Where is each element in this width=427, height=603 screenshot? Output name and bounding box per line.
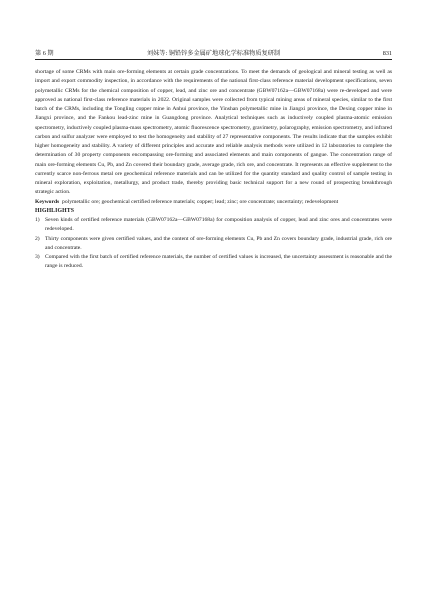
highlight-text: Compared with the first batch of certified reference materials, the number of certified values is increased, the uncertainty assessment is reasonable and the range is reduced. [45, 254, 392, 270]
highlight-item [35, 253, 392, 272]
highlight-text: Seven kinds of certified reference materials (GBW07162a—GBW07168a) for composition analysis of copper, lead and zinc ores and concentrates were redeveloped. [45, 217, 392, 233]
keywords-text: polymetallic ore; geochemical certified reference materials; copper; lead; zinc; ore concentrate; uncertainty; redevelopment [62, 198, 339, 205]
running-head [35, 48, 392, 60]
keywords-line [35, 198, 392, 207]
highlights-title: HIGHLIGHTS [35, 207, 75, 214]
abstract-paragraph: shortage of some CRMs with main ore-forming elements at certain grade concentrations. To meet the demands of geological and mineral testing as well as import and export commodity inspection, in accordance with the requirements of the national first-class reference material development specifications, seven polymetallic CRMs for the chemical composition of copper, lead, and zinc ore and concentrate (GBW07162a—GBW07168a) were re-developed and were approved as national first-class reference materials in 2022. Original samples were collected from typical mining areas of mineral species, similar to the first batch of the CRMs, including the Tongling copper mine in Anhui province, the Yinshan polymetallic mine in Jiangxi province, the Dexing copper mine in Jiangxi province, and the Fankou lead-zinc mine in Guangdong province. Analytical techniques such as inductively coupled plasma-atomic emission spectrometry, inductively coupled plasma-mass spectrometry, atomic fluorescence spectrometry, gravimetry, polarography, emission spectrometry, and infrared carbon and sulfur analyzer were employed to test the homogeneity and stability of 27 representative components. The results indicate that the samples exhibit higher homogeneity and stability. A variety of different principles and accurate and reliable analysis methods were utilized in 12 laboratories to complete the determination of 30 property components encompassing ore-forming and associated elements and main components of gangue. The concentration range of main ore-forming elements Cu, Pb, and Zn covered their boundary grade, average grade, rich ore, and concentrate. It represents an effective supplement to the currently scarce non-ferrous metal ore geochemical reference materials and can be utilized for the quantity standard and quality control of sample testing in mineral exploration, exploitation, metallurgy, and product trade, thereby providing basic technical support for a new round of prospecting breakthrough strategic action. [35, 69, 392, 196]
highlight-number: 3) [35, 254, 40, 260]
keywords-label: Keywords [35, 198, 60, 205]
highlight-number: 2) [35, 235, 40, 242]
running-title: 刘妹等: 铜铅锌多金属矿地球化学标准物质复研制 [146, 50, 281, 57]
highlight-item [35, 216, 392, 235]
highlight-text: Thirty components were given certified values, and the content of ore-forming elements Cu, Pb and Zn covers boundary grade, industrial grade, rich ore and concentrate. [45, 235, 392, 251]
page-number: 831 [382, 50, 392, 57]
highlights-list [35, 216, 392, 272]
highlight-number: 1) [35, 217, 40, 223]
highlight-item [35, 235, 392, 254]
article-body [35, 68, 392, 272]
issue-number: 第 6 期 [35, 50, 54, 57]
